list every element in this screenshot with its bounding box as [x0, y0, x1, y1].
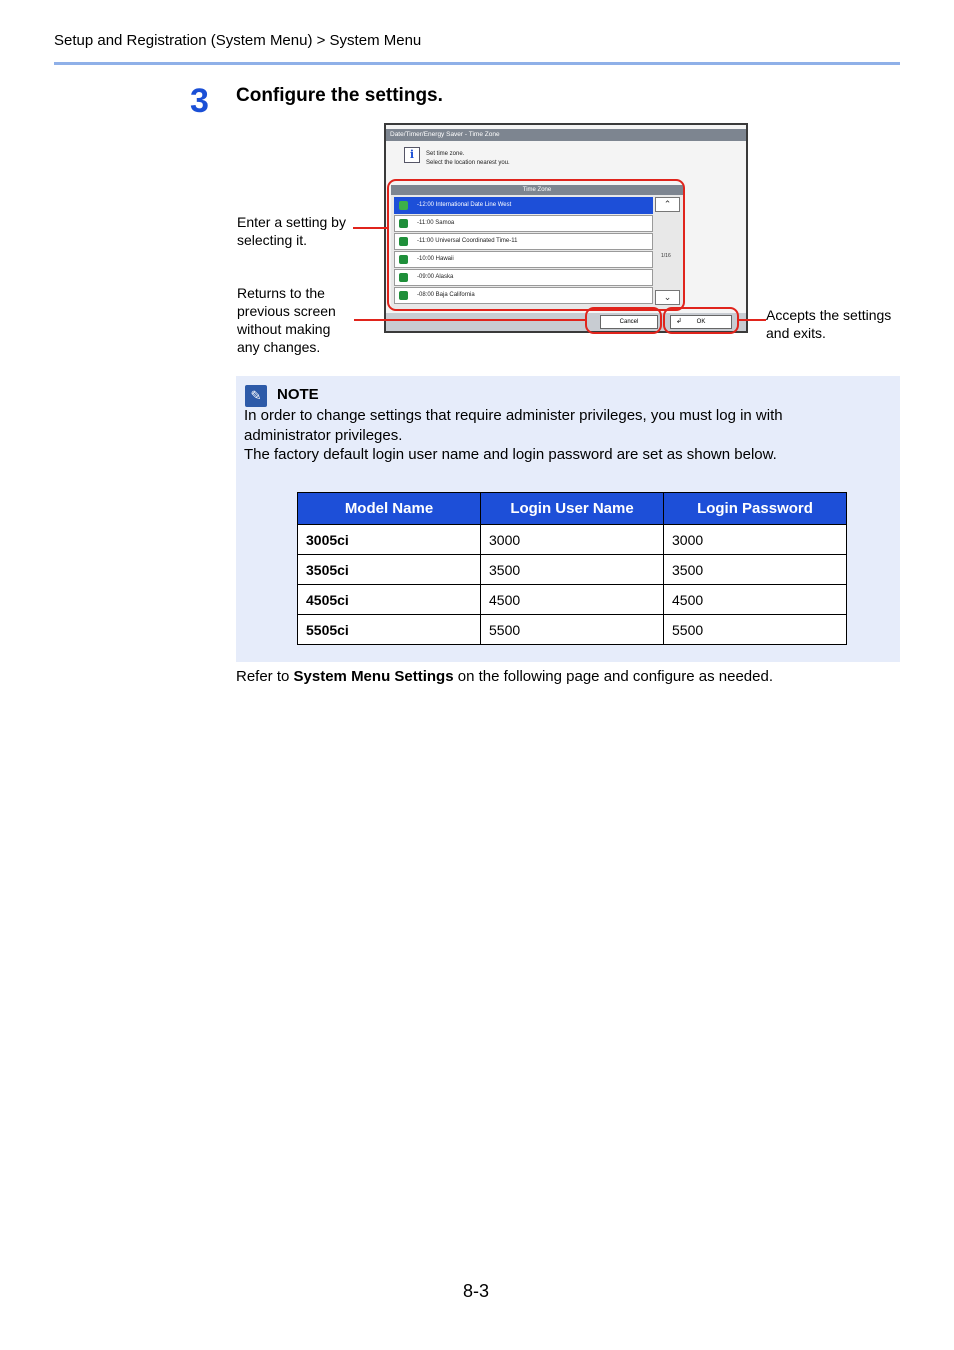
table-header-row: [298, 493, 847, 525]
ok-callout: [766, 306, 891, 342]
select-callout-line-2: selecting it.: [237, 232, 308, 248]
cancel-callout-line-3: without making: [237, 321, 331, 337]
ok-callout-line-1: Accepts the settings: [766, 307, 892, 323]
header-divider: [54, 62, 900, 65]
table-row: [298, 555, 847, 585]
refer-paragraph: [236, 668, 773, 685]
step-title: Configure the settings.: [236, 85, 443, 106]
info-message: [426, 150, 510, 168]
model-cell: 4505ci: [298, 585, 481, 615]
info-line-2: Select the location nearest you.: [426, 160, 510, 166]
system-menu-settings-link[interactable]: System Menu Settings: [293, 668, 454, 685]
column-header: Model Name: [298, 493, 481, 525]
model-cell: 5505ci: [298, 615, 481, 645]
select-callout-line: [353, 227, 388, 229]
cancel-callout: [237, 284, 336, 356]
note-body: [244, 406, 884, 465]
info-icon: i: [404, 147, 420, 163]
cancel-callout-line-4: any changes.: [237, 339, 321, 355]
credentials-table: [297, 492, 847, 645]
enter-icon: ↲: [676, 318, 682, 325]
table-row: [298, 525, 847, 555]
select-callout-line-1: Enter a setting by: [237, 214, 346, 230]
table-row: [298, 585, 847, 615]
user-name-cell: 3500: [481, 555, 664, 585]
note-icon: ✎: [245, 385, 267, 407]
column-header: Login User Name: [481, 493, 664, 525]
password-cell: 4500: [664, 585, 847, 615]
model-cell: 3505ci: [298, 555, 481, 585]
screen-titlebar: Date/Timer/Energy Saver - Time Zone: [386, 129, 746, 141]
info-line-1: Set time zone.: [426, 151, 465, 157]
note-line-2: administrator privileges.: [244, 426, 403, 444]
list-item-label: -12:00 International Date Line West: [417, 202, 512, 208]
page-indicator: 1/16: [661, 253, 671, 259]
breadcrumb: Setup and Registration (System Menu) > System Menu: [54, 32, 422, 49]
cancel-callout-line-1: Returns to the: [237, 285, 325, 301]
list-item-label: -11:00 Universal Coordinated Time-11: [417, 238, 518, 244]
ok-callout-line: [739, 319, 766, 321]
note-heading: NOTE: [277, 386, 319, 403]
note-box: [236, 376, 900, 662]
user-name-cell: 5500: [481, 615, 664, 645]
note-line-1: In order to change settings that require administer privileges, you must log in with: [244, 407, 783, 424]
list-highlight: [387, 179, 685, 311]
page-number: 8-3: [463, 1281, 490, 1301]
ok-highlight: [663, 307, 739, 334]
list-item-label: -10:00 Hawaii: [417, 256, 454, 262]
cancel-callout-line: [354, 319, 586, 321]
list-header: Time Zone: [391, 185, 683, 195]
table-row: [298, 615, 847, 645]
cancel-highlight: [585, 307, 662, 334]
user-name-cell: 3000: [481, 525, 664, 555]
model-cell: 3005ci: [298, 525, 481, 555]
cancel-button[interactable]: Cancel: [600, 315, 658, 329]
list-item-label: -09:00 Alaska: [417, 274, 454, 280]
user-name-cell: 4500: [481, 585, 664, 615]
ok-callout-line-2: and exits.: [766, 325, 826, 341]
password-cell: 3500: [664, 555, 847, 585]
column-header: Login Password: [664, 493, 847, 525]
step-number: 3: [190, 82, 209, 120]
ok-button-label: OK: [696, 319, 706, 325]
refer-prefix: Refer to: [236, 668, 294, 685]
refer-suffix: on the following page and configure as needed.: [453, 668, 773, 685]
password-cell: 3000: [664, 525, 847, 555]
select-callout: [237, 213, 346, 249]
note-line-3: The factory default login user name and login password are set as shown below.: [244, 446, 777, 463]
chevron-down-icon: ⌄: [663, 292, 672, 302]
list-item-label: -11:00 Samoa: [417, 220, 455, 226]
chevron-up-icon: ⌃: [663, 199, 672, 209]
password-cell: 5500: [664, 615, 847, 645]
cancel-callout-line-2: previous screen: [237, 303, 336, 319]
list-item-label: -08:00 Baja California: [417, 292, 475, 298]
